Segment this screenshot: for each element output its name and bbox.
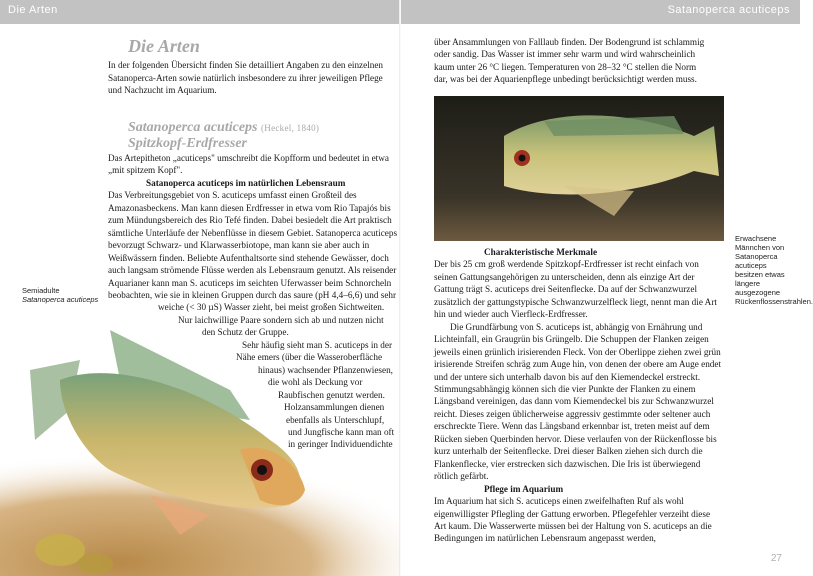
paragraph-habitat-cont: Sehr häufig sieht man S. acuticeps in der Nähe emers (über die Wasseroberfläche hinaus) wachsender Pflanzenwiesen, die wohl als Deckung vor Raubfischen genutzt werden. Holzansammlungen dienen ebenfalls als Unterschlupf, und Jungfische kann man oft <box>236 339 395 437</box>
caption-right: Erwachsene Männchen von Satanoperca acuticeps besitzen etwas längere ausgezogene Rückenflossenstrahlen. <box>735 234 813 306</box>
section-title: Die Arten <box>128 36 200 56</box>
fish-photo-left <box>0 300 400 576</box>
subheading-care: Pflege im Aquarium <box>484 483 564 494</box>
species-common-name: Spitzkopf-Erdfresser <box>128 136 248 151</box>
subheading-features: Charakteristische Merkmale <box>484 247 598 257</box>
running-head-right: Satanoperca acuticeps <box>667 4 790 16</box>
paragraph-care: Im Aquarium hat sich S. acuticeps einen zweifelhaften Ruf als wohl eigenwilligster Pflegling der Gattung erworben. Pflegefehler verzeiht diese Art kaum. Die Wasserwerte müssen bei der Haltung von S. acuticeps an die Bedingungen im natürlichen Lebensraum angepasst werden, <box>434 496 712 544</box>
paragraph-features: Der bis 25 cm groß werdende Spitzkopf-Erdfresser ist recht einfach von seinen Gattungsangehörigen zu unterscheiden, denn als einzige Art der Gattung trägt S. acuticeps drei Seitenflecke. Da auf der Schwanzwurzel zusätzlich der gattungstypische Schwanzwurzelfleck liegt, nennt man die Art hin und wieder auch Vierfleck-Erdfresser. <box>434 259 717 320</box>
species-heading <box>128 120 398 151</box>
paragraph-epithet: Das Artepitheton „acuticeps" umschreibt die Kopfform und bedeutet in etwa „mit spitzem Kopf". <box>108 153 389 176</box>
species-name: Satanoperca acuticeps <box>128 120 258 135</box>
running-head-left: Die Arten <box>8 4 58 16</box>
page-number: 27 <box>770 553 782 564</box>
fish-photo-right <box>434 96 724 241</box>
paragraph-coloration: Die Grundfärbung von S. acuticeps ist, abhängig von Ernährung und Lichteinfall, ein Graugrün bis Grüngelb. Die Schuppen der Flanken zeigen jeweils einen grünlich irisierenden Fleck. Von der Oberlippe ziehen zwei grün irisierende Streifen schräg zum Auge hin, von denen der obere am Auge endet und der untere sich unterhalb davon bis auf den Kiemendeckel erstreckt. Stimmungsabhängig können sich die vier Punkte der Flanken zu einem Längsband vereinigen, das dann vom Kiemendeckel bis zur Schwanzwurzel reicht. Dieses zeigen üblicherweise aggressiv gestimmte oder seltener auch erschreckte Tiere. Wenn das Längsband erkennbar ist, treten meist auf dem Rücken sieben Querbinden hervor. Diese verlaufen von der Rückenflosse bis kurz unterhalb der Seitenflecke. Drei dieser Balken ziehen sich durch die Flankenflecke, vier erstrecken sich dazwischen. Die Iris ist überwiegend rötlich gefärbt. <box>434 321 722 482</box>
right-body-top <box>434 36 710 86</box>
species-author: (Heckel, 1840) <box>261 123 320 133</box>
intro-paragraph: In der folgenden Übersicht finden Sie detailliert Angaben zu den einzelnen Satanoperca-Arten sowie natürlich insbesondere zu ihrer jeweiligen Pflege und Nachzucht im Aquarium. <box>108 60 384 95</box>
caption-left: Semiadulte Satanoperca acuticeps <box>22 286 99 304</box>
subheading-habitat: Satanoperca acuticeps im natürlichen Lebensraum <box>146 177 346 188</box>
paragraph-habitat: Das Verbreitungsgebiet von S. acuticeps umfasst einen Großteil des Amazonasbeckens. Man kann diesen Erdfresser in etwa vom Rio Tapajós bis zum Mündungsbereich des Rio Tefé finden. Dabei besiedelt die Art praktisch sämtliche Unterläufe der Nebenflüsse in diesem Gebiet. Satanoperca acuticeps bevorzugt Schwarz- und Klarwasserbiotope, man kann sie aber auch in Weißwässern finden. Beliebte Aufenthaltsorte sind stehende Gewässer, doch auch langsam strömende Flüsse werden als Lebensraum genutzt. Als reisender Aquarianer kann man S. acuticeps im seichten Uferwasser beim Schnorcheln beobachten, wie sie in kleinen Gruppen durch das saure (pH 4,4–6,6) und sehr weiche (< 30 µS) Wasser zieht, bei meist großen Sichtweiten. Nur laichwillige Paare sondern sich ab und nutzen nicht den Schutz der Gruppe. <box>108 190 398 338</box>
right-body-text <box>434 246 724 545</box>
paragraph-habitat-end: über Ansammlungen von Falllaub finden. Der Bodengrund ist schlammig oder sandig. Das Wasser ist immer sehr warm und wird wahrscheinlich kaum unter 26 °C liegen. Temperaturen von 28–32 °C stellen die Norm dar, was bei der Aquarienpflege unbedingt berücksichtigt werden muss. <box>434 37 705 85</box>
